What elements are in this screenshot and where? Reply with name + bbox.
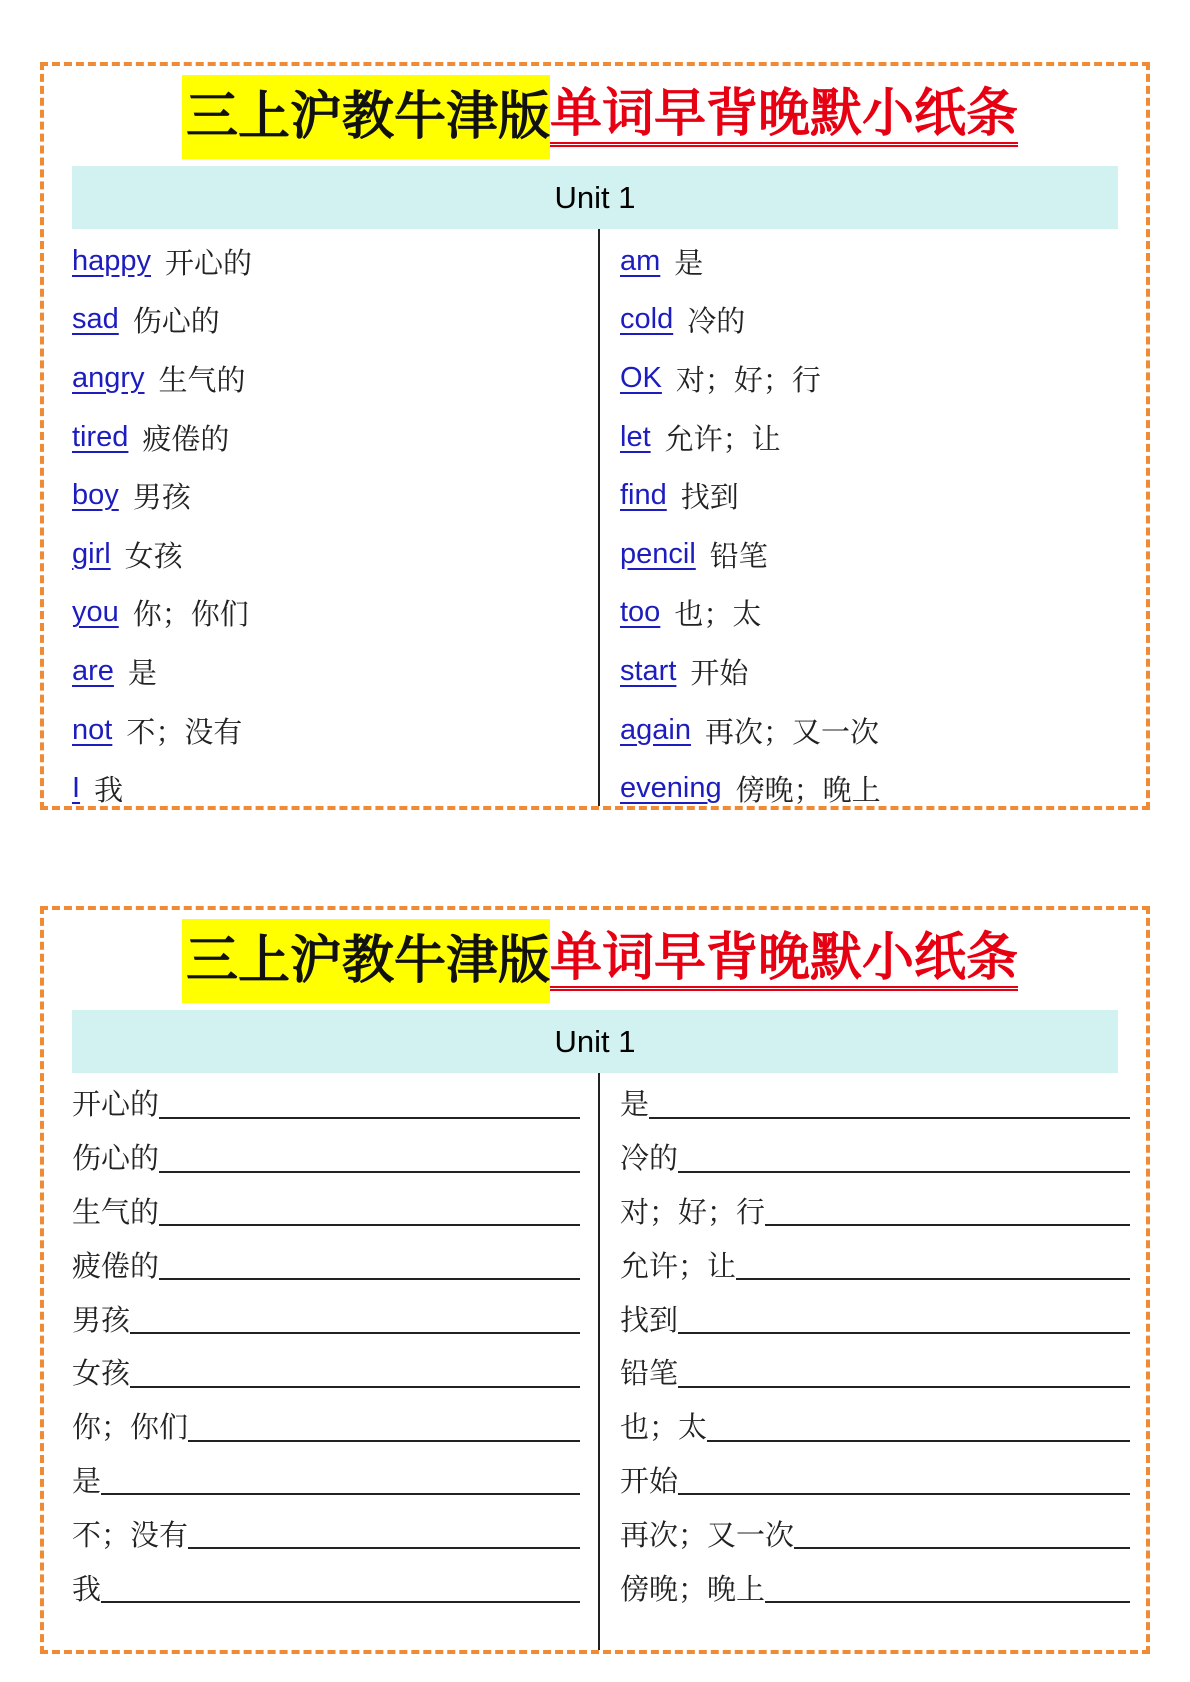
dictation-row [620, 1506, 1130, 1560]
answer-blank[interactable] [736, 1248, 1130, 1280]
dictation-prompt: 傍晚；晚上 [620, 1571, 766, 1606]
vocab-meaning: 疲倦的 [142, 421, 230, 456]
dictation-prompt: 允许；让 [620, 1248, 737, 1283]
vocab-meaning: 允许；让 [664, 421, 781, 456]
vocab-word: OK [620, 361, 662, 394]
vocab-word: tired [72, 420, 129, 453]
vocab-meaning: 伤心的 [132, 304, 220, 339]
vocab-row [620, 466, 1130, 525]
dictation-prompt: 也；太 [620, 1410, 708, 1445]
dictation-prompt: 疲倦的 [72, 1248, 160, 1283]
vocab-word: evening [620, 772, 722, 805]
dictation-row [72, 1237, 580, 1291]
vocab-row [620, 349, 1130, 408]
vocab-row [72, 232, 572, 291]
answer-blank[interactable] [678, 1356, 1130, 1388]
dictation-prompt: 冷的 [620, 1141, 679, 1176]
vocab-word: happy [72, 244, 152, 277]
dictation-prompt: 对；好；行 [620, 1194, 766, 1229]
vocab-column-right [620, 232, 1130, 818]
vocab-meaning: 是 [127, 655, 157, 690]
title-part2: 单词早背晚默小纸条 [550, 88, 1018, 147]
card-title [182, 74, 1018, 160]
answer-blank[interactable] [130, 1302, 580, 1334]
answer-blank[interactable] [159, 1248, 580, 1280]
vocab-row [72, 408, 572, 467]
dictation-prompt: 不；没有 [72, 1517, 189, 1552]
vocab-meaning: 我 [94, 773, 124, 808]
answer-blank[interactable] [649, 1087, 1130, 1119]
vocab-row [620, 525, 1130, 584]
dictation-prompt: 是 [72, 1463, 102, 1498]
vocab-meaning: 你；你们 [132, 597, 249, 632]
vocab-word: you [72, 596, 119, 629]
vocab-word: angry [72, 361, 145, 394]
dictation-row [620, 1560, 1130, 1614]
dictation-prompt: 生气的 [72, 1194, 160, 1229]
dictation-prompt: 开心的 [72, 1087, 160, 1122]
dictation-row [72, 1184, 580, 1238]
answer-blank[interactable] [678, 1302, 1130, 1334]
vocab-word: am [620, 244, 661, 277]
vocab-row [620, 408, 1130, 467]
vocab-word: are [72, 654, 114, 687]
vocab-meaning: 男孩 [132, 480, 191, 515]
dictation-prompt: 是 [620, 1087, 650, 1122]
dictation-row [620, 1076, 1130, 1130]
answer-blank[interactable] [765, 1571, 1130, 1603]
vocab-word: I [72, 772, 81, 805]
vocab-row [620, 584, 1130, 643]
vocab-word: sad [72, 303, 119, 336]
vocab-word: again [620, 713, 691, 746]
vocab-row [620, 701, 1130, 760]
title-part2: 单词早背晚默小纸条 [550, 932, 1018, 991]
answer-blank[interactable] [159, 1087, 580, 1119]
answer-blank[interactable] [159, 1194, 580, 1226]
dictation-row [620, 1184, 1130, 1238]
dictation-prompt: 开始 [620, 1463, 679, 1498]
dictation-row [620, 1237, 1130, 1291]
dictation-row [620, 1453, 1130, 1507]
dictation-prompt: 伤心的 [72, 1141, 160, 1176]
dictation-row [72, 1399, 580, 1453]
vocab-meaning: 女孩 [124, 538, 183, 573]
answer-blank[interactable] [707, 1410, 1130, 1442]
dictation-row [72, 1291, 580, 1345]
dictation-column-right [620, 1076, 1130, 1614]
dictation-row [72, 1453, 580, 1507]
answer-blank[interactable] [765, 1194, 1130, 1226]
unit-header: Unit 1 [72, 1010, 1118, 1073]
unit-header: Unit 1 [72, 166, 1118, 229]
vocab-row [620, 232, 1130, 291]
vocab-meaning: 也；太 [674, 597, 762, 632]
dictation-row [72, 1345, 580, 1399]
answer-blank[interactable] [678, 1463, 1130, 1495]
vocab-word: not [72, 713, 113, 746]
answer-blank[interactable] [101, 1463, 580, 1495]
vocab-meaning: 是 [674, 245, 704, 280]
dictation-row [72, 1130, 580, 1184]
vocab-meaning: 开心的 [165, 245, 253, 280]
dictation-row [620, 1345, 1130, 1399]
vocab-row [72, 584, 572, 643]
dictation-prompt: 铅笔 [620, 1356, 679, 1391]
vocab-word: start [620, 654, 677, 687]
dictation-row [620, 1291, 1130, 1345]
dictation-row [72, 1506, 580, 1560]
vocab-row [72, 525, 572, 584]
vocab-meaning: 对；好；行 [675, 362, 821, 397]
dictation-prompt: 我 [72, 1571, 102, 1606]
dictation-row [620, 1399, 1130, 1453]
vocab-row [620, 291, 1130, 350]
vocab-meaning: 铅笔 [709, 538, 768, 573]
vocab-word: girl [72, 537, 111, 570]
title-part1: 三上沪教牛津版 [182, 919, 550, 1003]
column-divider [598, 1073, 600, 1650]
card-title [182, 918, 1018, 1004]
dictation-prompt: 男孩 [72, 1302, 131, 1337]
vocab-row [72, 759, 572, 818]
dictation-prompt: 找到 [620, 1302, 679, 1337]
vocab-row [72, 349, 572, 408]
vocab-word: boy [72, 479, 119, 512]
vocab-word: pencil [620, 537, 696, 570]
vocab-row [620, 759, 1130, 818]
dictation-card [40, 906, 1150, 1654]
answer-blank[interactable] [794, 1517, 1130, 1549]
dictation-row [72, 1560, 580, 1614]
dictation-prompt: 你；你们 [72, 1410, 189, 1445]
answer-blank[interactable] [130, 1356, 580, 1388]
title-part1: 三上沪教牛津版 [182, 75, 550, 159]
vocab-meaning: 傍晚；晚上 [735, 773, 881, 808]
vocab-meaning: 找到 [680, 480, 739, 515]
answer-blank[interactable] [678, 1141, 1130, 1173]
column-divider [598, 229, 600, 806]
vocab-row [72, 291, 572, 350]
answer-blank[interactable] [188, 1410, 580, 1442]
vocab-meaning: 冷的 [687, 304, 746, 339]
answer-blank[interactable] [159, 1141, 580, 1173]
vocab-word: find [620, 479, 667, 512]
vocab-row [72, 642, 572, 701]
vocab-meaning: 不；没有 [126, 714, 243, 749]
vocab-row [72, 701, 572, 760]
dictation-prompt: 女孩 [72, 1356, 131, 1391]
dictation-row [620, 1130, 1130, 1184]
vocab-word: cold [620, 303, 674, 336]
vocab-meaning: 开始 [690, 655, 749, 690]
answer-blank[interactable] [188, 1517, 580, 1549]
vocab-column-left [72, 232, 572, 818]
vocab-word: too [620, 596, 661, 629]
dictation-column-left [72, 1076, 580, 1614]
answer-blank[interactable] [101, 1571, 580, 1603]
vocab-row [72, 466, 572, 525]
vocab-row [620, 642, 1130, 701]
vocab-word: let [620, 420, 651, 453]
vocab-card [40, 62, 1150, 810]
dictation-prompt: 再次；又一次 [620, 1517, 795, 1552]
vocab-meaning: 生气的 [158, 362, 246, 397]
dictation-row [72, 1076, 580, 1130]
vocab-meaning: 再次；又一次 [704, 714, 879, 749]
